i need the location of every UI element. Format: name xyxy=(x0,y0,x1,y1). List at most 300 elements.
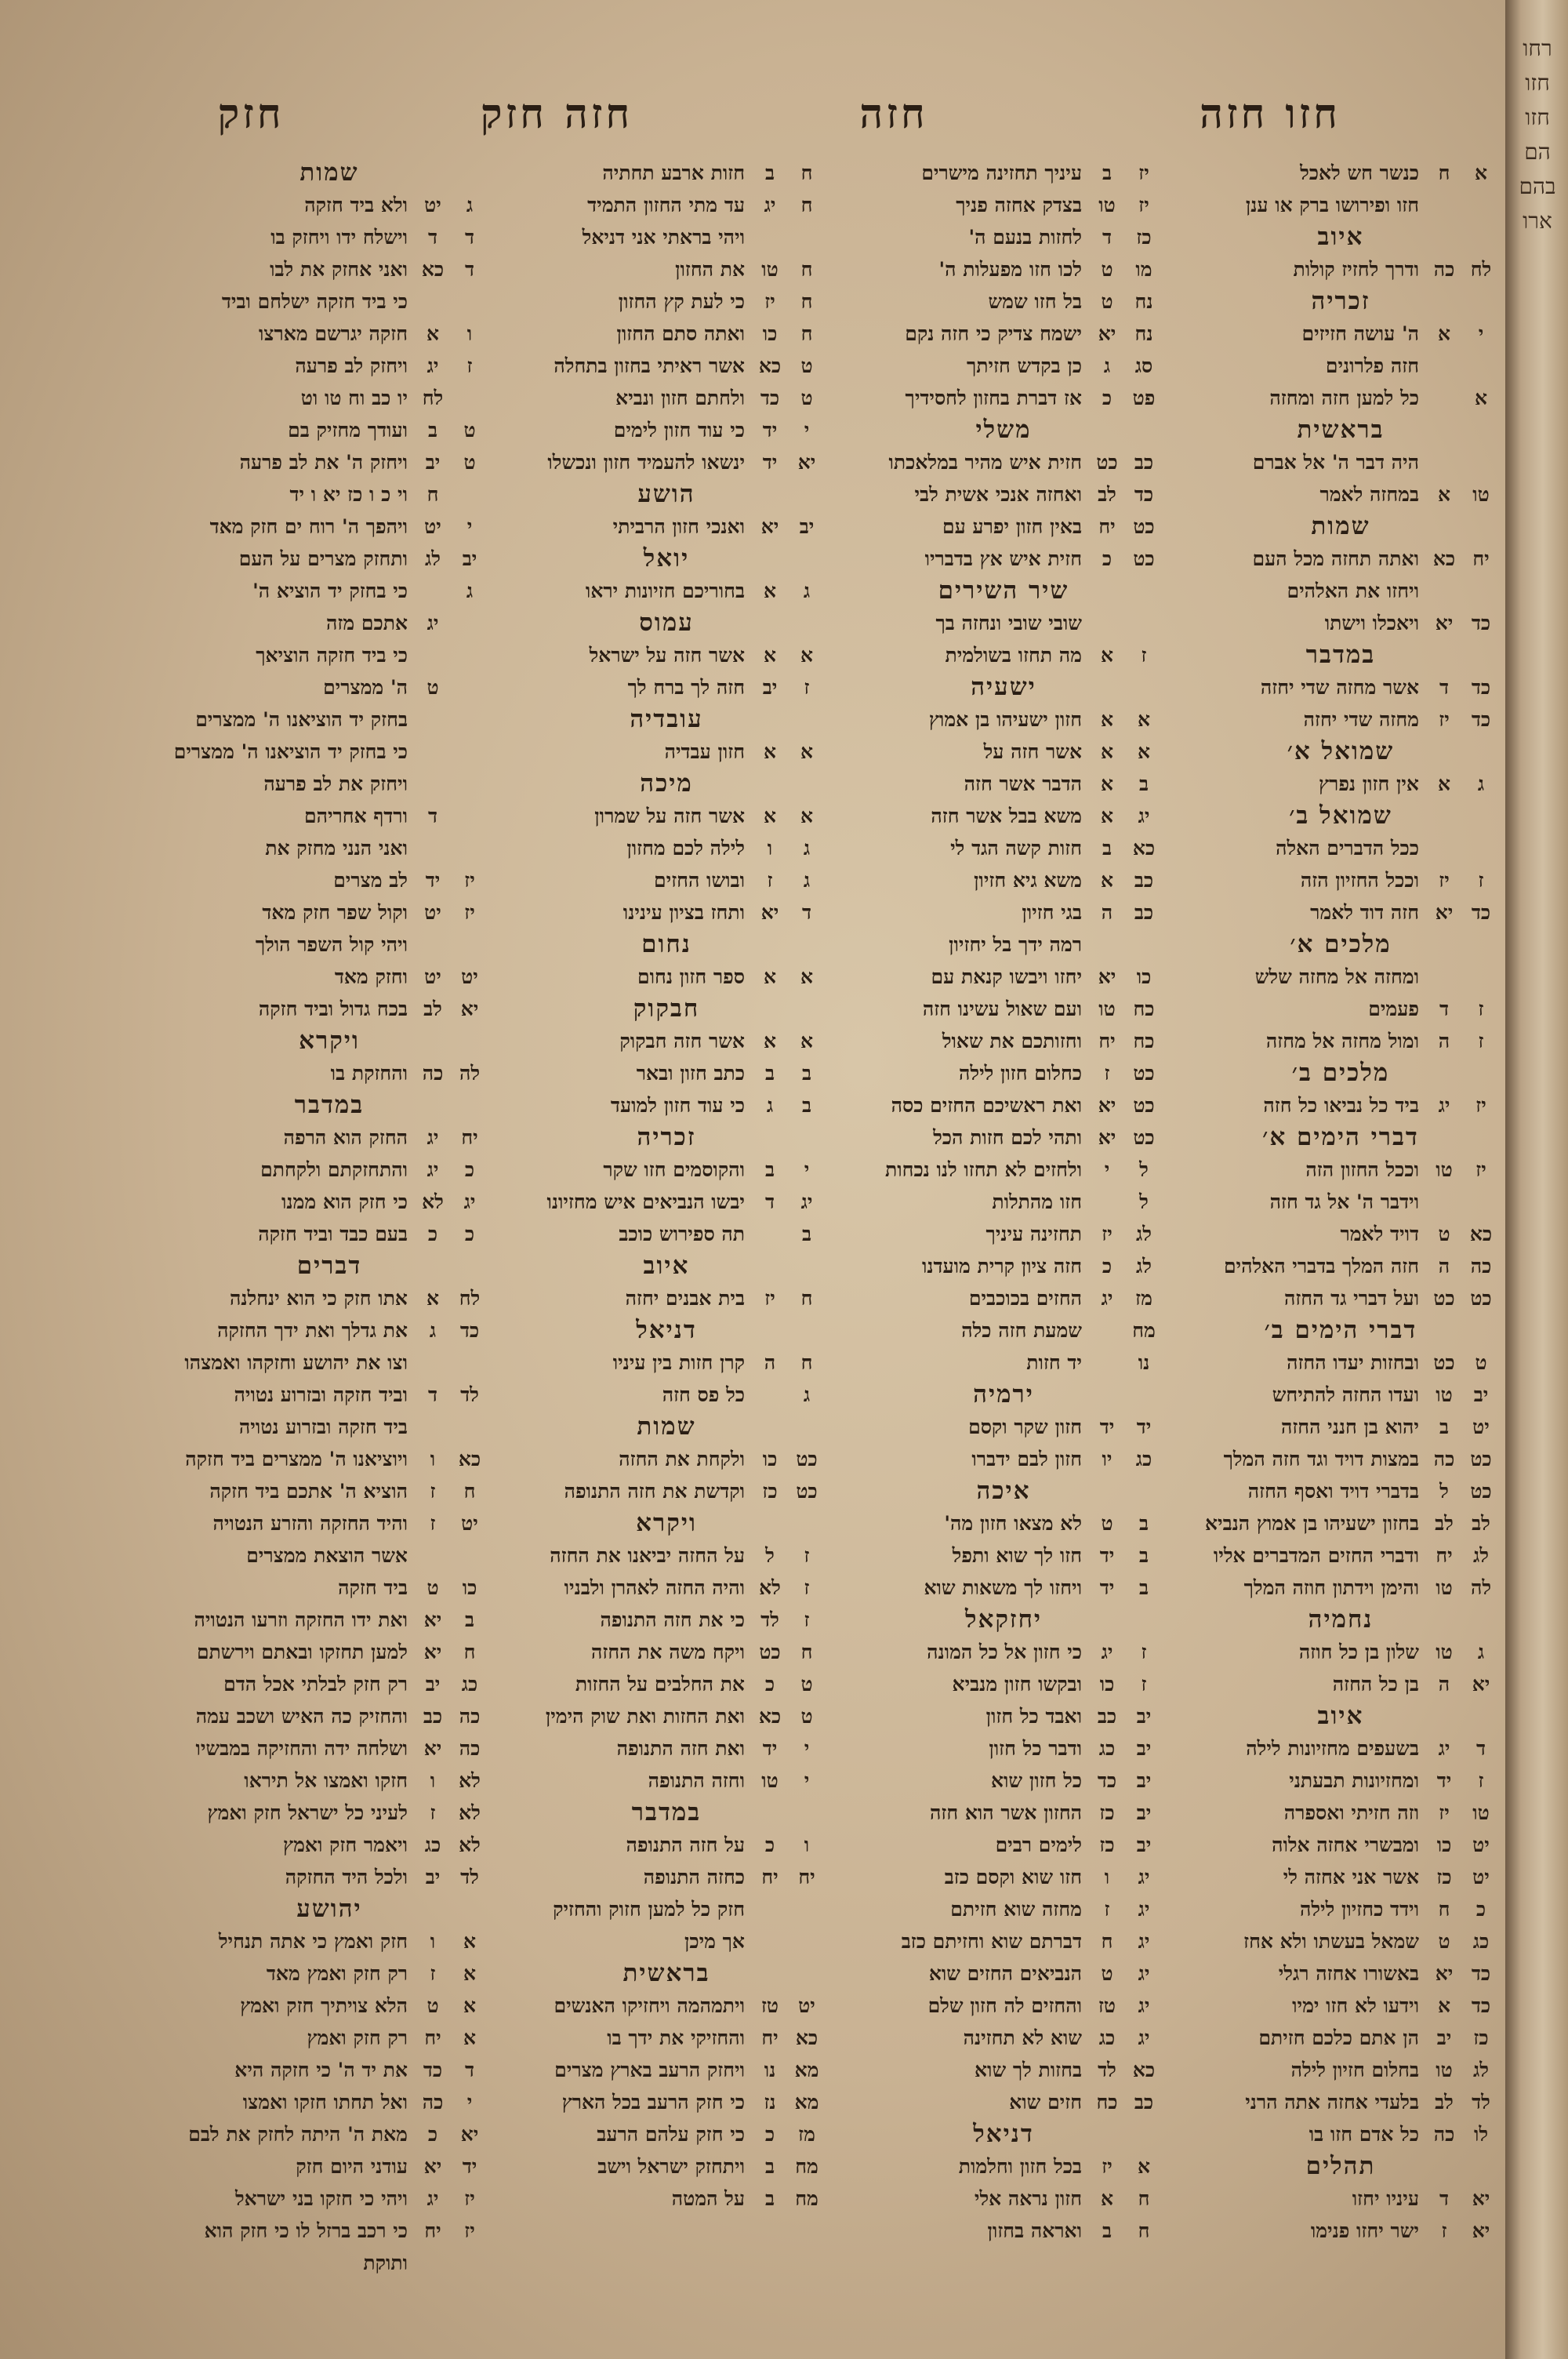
concordance-entry xyxy=(847,1507,1160,1539)
entry-text: ויחזו את האלהים xyxy=(1287,580,1419,602)
verse-number: ד xyxy=(1439,676,1450,699)
concordance-entry xyxy=(847,2183,1160,2215)
chapter-number: ד xyxy=(1475,1737,1486,1760)
concordance-entry xyxy=(510,1347,823,1379)
concordance-entry xyxy=(172,1379,486,1411)
verse-number: יג xyxy=(426,612,439,634)
concordance-entry xyxy=(172,2118,486,2150)
verse-number: טו xyxy=(1436,1576,1453,1599)
book-heading: ויקרא xyxy=(636,1509,697,1537)
chapter-number: ד xyxy=(801,901,812,924)
verse-number: יג xyxy=(764,194,776,216)
entry-text: ואת ידו החזקה וזרעו הנטויה xyxy=(194,1608,408,1631)
chapter-number: כה xyxy=(459,1737,481,1760)
chapter-number: ג xyxy=(1477,1641,1485,1663)
concordance-entry xyxy=(172,1668,486,1700)
concordance-entry xyxy=(172,1121,486,1154)
entry-text: רמה ידך בל יחזיון xyxy=(949,933,1082,956)
verse-number: ה xyxy=(1438,1255,1450,1278)
concordance-entry xyxy=(847,2086,1160,2118)
concordance-entry xyxy=(1184,1893,1497,1925)
verse-number: ב xyxy=(764,1158,775,1181)
chapter-number: כד xyxy=(1471,708,1491,731)
entry-text: ועודך מחזיק בם xyxy=(288,419,408,442)
verse-number: יז xyxy=(1102,2155,1112,2178)
chapter-number: כח xyxy=(1133,998,1155,1020)
concordance-entry xyxy=(847,1990,1160,2022)
concordance-entry xyxy=(847,446,1160,478)
concordance-entry xyxy=(510,1990,823,2022)
chapter-number: יב xyxy=(1136,1737,1152,1760)
concordance-entry xyxy=(510,1829,823,1861)
entry-text: שמעת חזה כלה xyxy=(961,1319,1082,1342)
verse-number: כא xyxy=(1432,547,1456,570)
chapter-number: לד xyxy=(460,1866,479,1888)
entry-text: עיניו יחזו xyxy=(1352,2187,1419,2210)
concordance-entry xyxy=(847,1668,1160,1700)
verse-number: יא xyxy=(760,515,779,538)
verse-number: כ xyxy=(427,1223,438,1245)
verse-number: ד xyxy=(427,1383,438,1406)
chapter-number: ג xyxy=(803,837,811,860)
concordance-entry xyxy=(510,1186,823,1218)
entry-text: רק חזק ואמץ מאד xyxy=(266,1962,408,1985)
chapter-number: לד xyxy=(460,1383,479,1406)
chapter-number: ח xyxy=(800,322,813,345)
verse-number: ח xyxy=(1101,1930,1113,1953)
concordance-entry xyxy=(172,896,486,929)
verse-number: א xyxy=(1100,772,1114,795)
entry-text: חזק כל למען חזוק והחזיק xyxy=(553,1898,745,1921)
book-heading: משלי xyxy=(975,416,1032,444)
chapter-number: מח xyxy=(1132,1319,1156,1342)
chapter-number: א xyxy=(800,805,814,827)
entry-text: חזות קשה הגד לי xyxy=(950,837,1082,860)
verse-number: טו xyxy=(1436,1641,1453,1663)
verse-number: ד xyxy=(1439,2187,1450,2210)
verse-number: יט xyxy=(424,515,441,538)
concordance-entry xyxy=(847,157,1160,189)
verse-number: יו xyxy=(1102,1448,1112,1470)
chapter-number: ח xyxy=(800,162,813,184)
verse-number: לא xyxy=(422,1190,444,1213)
entry-text: וחזק מאד xyxy=(334,965,408,988)
entry-text: חזון ישעיהו בן אמוץ xyxy=(928,708,1082,731)
verse-number: כד xyxy=(760,387,780,409)
concordance-entry xyxy=(172,768,486,800)
chapter-number: כט xyxy=(1133,515,1155,538)
verse-number: יח xyxy=(1098,1030,1116,1052)
concordance-entry xyxy=(172,639,486,671)
entry-text: ביד כל נביאו כל חזה xyxy=(1263,1094,1419,1117)
chapter-number: מח xyxy=(795,2155,818,2178)
verse-number: יג xyxy=(426,2187,439,2210)
verse-number: כז xyxy=(1436,1866,1452,1888)
verse-number: כז xyxy=(1099,1834,1115,1856)
concordance-entry xyxy=(1184,543,1497,575)
concordance-entry xyxy=(172,1057,486,1089)
book-heading: ויקרא xyxy=(299,1027,360,1055)
entry-text: תה ספירוש כוכב xyxy=(619,1223,745,1245)
entry-text: אין חזון נפרץ xyxy=(1319,772,1419,795)
concordance-entry xyxy=(510,1572,823,1604)
chapter-number: יג xyxy=(1138,1930,1150,1953)
entry-text: חזה ציון קרית מועדנו xyxy=(921,1255,1082,1278)
chapter-number: א xyxy=(800,965,814,988)
entry-text: ואת ראשיכם החזים כסה xyxy=(891,1094,1082,1117)
chapter-number: יא xyxy=(1472,2219,1490,2242)
concordance-entry xyxy=(172,1797,486,1829)
concordance-entry xyxy=(172,285,486,318)
entry-text: בגי חזיון xyxy=(1022,901,1082,924)
concordance-entry xyxy=(847,478,1160,511)
chapter-number: ב xyxy=(1138,1544,1149,1567)
verse-number: א xyxy=(1100,869,1114,892)
concordance-entry xyxy=(847,1925,1160,1957)
chapter-number: א xyxy=(463,1962,477,1985)
concordance-entry xyxy=(1184,478,1497,511)
entry-text: כחלום חזון לילה xyxy=(959,1062,1082,1085)
verse-number: ז xyxy=(1104,1898,1110,1921)
chapter-number: יז xyxy=(1138,162,1149,184)
verse-number: א xyxy=(1437,772,1451,795)
entry-text: תחזינה עיניך xyxy=(985,1223,1082,1245)
chapter-number: א xyxy=(1137,708,1151,731)
verse-number: כ xyxy=(427,2123,438,2146)
chapter-number: לה xyxy=(459,1062,481,1085)
chapter-number: כט xyxy=(1133,547,1155,570)
concordance-entry xyxy=(1184,1089,1497,1121)
concordance-entry xyxy=(847,1765,1160,1797)
chapter-number: יא xyxy=(1472,1673,1490,1696)
verse-number: טו xyxy=(1098,194,1116,216)
verse-number: יא xyxy=(1098,322,1116,345)
chapter-number: כה xyxy=(459,1705,481,1728)
concordance-entry xyxy=(172,2022,486,2054)
concordance-entry xyxy=(172,1314,486,1347)
book-heading: זכריה xyxy=(1311,287,1370,315)
concordance-entry xyxy=(847,929,1160,961)
concordance-entry xyxy=(510,575,823,607)
concordance-entry xyxy=(172,1925,486,1957)
verse-number: יג xyxy=(426,1158,439,1181)
entry-text: ויהי כי חזקו בני ישראל xyxy=(234,2187,408,2210)
book-heading: יהושע xyxy=(296,1895,362,1923)
entry-text: ינשאו להעמיד חזון ונכשלו xyxy=(547,451,745,474)
book-heading: דברי הימים א׳ xyxy=(1262,1123,1419,1151)
concordance-entry xyxy=(1184,1765,1497,1797)
entry-text: וחזותכם את שאול xyxy=(942,1030,1082,1052)
entry-text: מחזה שדי יחזה xyxy=(1303,708,1419,731)
entry-text: ובקשו חזון מנביא xyxy=(952,1673,1082,1696)
verse-number: יב xyxy=(762,676,778,699)
concordance-entry xyxy=(1184,1475,1497,1507)
chapter-number: יח xyxy=(1472,547,1490,570)
entry-text: אתכם מזה xyxy=(326,612,408,634)
verse-number: ט xyxy=(426,676,439,699)
concordance-entry xyxy=(172,1507,486,1539)
verse-number: כט xyxy=(1433,1351,1455,1374)
entry-text: כי חזק עלהם הרעב xyxy=(597,2123,745,2146)
concordance-entry xyxy=(510,414,823,446)
entry-text: וביד חזקה ובזרוע נטויה xyxy=(234,1383,408,1406)
concordance-entry xyxy=(1184,1990,1497,2022)
verse-number: ט xyxy=(1438,1930,1450,1953)
concordance-entry xyxy=(510,961,823,993)
verse-number: יז xyxy=(1102,1223,1112,1245)
chapter-number: ג xyxy=(803,869,811,892)
concordance-entry xyxy=(172,382,486,414)
concordance-entry xyxy=(172,511,486,543)
book-heading: מלכים ב׳ xyxy=(1291,1059,1390,1087)
chapter-number: יד xyxy=(1136,1416,1152,1438)
concordance-entry xyxy=(847,1314,1160,1347)
chapter-number: מו xyxy=(1135,258,1152,281)
concordance-entry xyxy=(172,2054,486,2086)
concordance-entry xyxy=(510,511,823,543)
entry-text: את יד ה' כי חזקה היא xyxy=(234,2059,408,2081)
chapter-number: כב xyxy=(1134,2091,1154,2114)
entry-text: דויד לאמר xyxy=(1340,1223,1419,1245)
verse-number: לג xyxy=(425,547,441,570)
verse-number: טו xyxy=(1098,998,1116,1020)
entry-text: ה' ממצרים xyxy=(323,676,408,699)
spine-fragment: חזו xyxy=(1525,104,1550,130)
chapter-number: כד xyxy=(459,1319,480,1342)
entry-text: ומחזיונות תבעתני xyxy=(1289,1769,1419,1792)
concordance-entry xyxy=(172,832,486,864)
verse-number: א xyxy=(763,644,777,667)
chapter-number: יא xyxy=(1472,2187,1490,2210)
chapter-number: ב xyxy=(464,1608,475,1631)
entry-text: אשר חזה על xyxy=(983,740,1082,763)
verse-number: כג xyxy=(1098,1737,1116,1760)
chapter-number: כט xyxy=(1470,1448,1492,1470)
chapter-number: כט xyxy=(796,1480,818,1503)
chapter-number: יח xyxy=(798,1866,815,1888)
concordance-entry xyxy=(1184,1347,1497,1379)
chapter-number: כא xyxy=(1132,837,1156,860)
verse-number: ו xyxy=(767,837,773,860)
verse-number: כט xyxy=(1096,451,1118,474)
concordance-entry xyxy=(172,1475,486,1507)
chapter-number: מז xyxy=(798,2123,815,2146)
entry-text: ודרך לחזיז קולות xyxy=(1293,258,1419,281)
concordance-entry xyxy=(172,929,486,961)
entry-text: חזות ארבע תחתיה xyxy=(602,162,745,184)
entry-text: ככל הדברים האלה xyxy=(1276,837,1419,860)
spine-fragment: בהם xyxy=(1519,173,1556,199)
concordance-entry xyxy=(847,1636,1160,1668)
chapter-number: כא xyxy=(795,2026,818,2049)
concordance-entry xyxy=(172,318,486,350)
entry-text: קרן חזות בין עיניו xyxy=(612,1351,745,1374)
chapter-number: לג xyxy=(1473,2059,1489,2081)
verse-number: יג xyxy=(1101,1641,1113,1663)
verse-number: א xyxy=(763,805,777,827)
entry-text: לימים רבים xyxy=(995,1834,1082,1856)
verse-number: ח xyxy=(1438,1898,1450,1921)
verse-number: כה xyxy=(422,2091,444,2114)
chapter-number: י xyxy=(466,2091,473,2114)
chapter-number: ב xyxy=(1138,1512,1149,1535)
verse-number: א xyxy=(763,740,777,763)
entry-text: יבשו הנביאים איש מחזיונו xyxy=(546,1190,745,1213)
verse-number: ל xyxy=(1439,1480,1449,1503)
entry-text: ותוקת xyxy=(363,2252,408,2274)
verse-number: יח xyxy=(1098,515,1116,538)
entry-text: לכו חזו מפעלות ה' xyxy=(938,258,1082,281)
concordance-entry xyxy=(1184,703,1497,736)
verse-number: נז xyxy=(764,2091,776,2114)
header-right: חזו חזה xyxy=(1200,90,1341,138)
concordance-entry xyxy=(1184,1186,1497,1218)
verse-number: טז xyxy=(760,1994,779,2017)
concordance-entry xyxy=(172,1347,486,1379)
entry-text: אשר חזה על ישראל xyxy=(589,644,745,667)
concordance-entry xyxy=(847,1282,1160,1314)
concordance-entry xyxy=(510,639,823,671)
entry-text: כי בחזק יד הוציאנו ה' ממצרים xyxy=(173,740,408,763)
entry-text: הוציא ה' אתכם ביד חזקה xyxy=(209,1480,408,1503)
entry-text: אשר אני אחזה לי xyxy=(1283,1866,1419,1888)
chapter-number: יז xyxy=(464,869,475,892)
entry-text: כל פס חזה xyxy=(662,1383,745,1406)
chapter-number: ב xyxy=(801,1062,812,1085)
chapter-number: ח xyxy=(800,258,813,281)
entry-text: את גדלך ואת ידך החזקה xyxy=(217,1319,408,1342)
concordance-entry xyxy=(172,1282,486,1314)
concordance-entry xyxy=(847,1057,1160,1089)
entry-text: מאת ה' היתה לחזק את לבם xyxy=(188,2123,408,2146)
entry-text: ובושו החזים xyxy=(654,869,745,892)
entry-text: ויחזק הרעב בארץ מצרים xyxy=(554,2059,745,2081)
concordance-entry xyxy=(510,1765,823,1797)
concordance-entry xyxy=(172,703,486,736)
entry-text: וקול שפר חזק מאד xyxy=(262,901,408,924)
column-3 xyxy=(510,157,823,2243)
chapter-number: ח xyxy=(463,1641,476,1663)
concordance-entry xyxy=(172,414,486,446)
verse-number: לד xyxy=(760,1608,779,1631)
entry-text: משא גיא חזיון xyxy=(974,869,1082,892)
entry-text: עד מתי החזון התמיד xyxy=(587,194,745,216)
verse-number: ב xyxy=(764,2155,775,2178)
concordance-entry xyxy=(847,768,1160,800)
concordance-entry xyxy=(847,1861,1160,1893)
concordance-entry xyxy=(1184,1829,1497,1861)
chapter-number: יט xyxy=(1472,1416,1490,1438)
concordance-entry xyxy=(510,1025,823,1057)
entry-text: כי עוד חזון למועד xyxy=(610,1094,745,1117)
verse-number: יז xyxy=(1439,1801,1450,1824)
entry-text: כי חזון אל כל המונה xyxy=(927,1641,1082,1663)
concordance-entry xyxy=(847,832,1160,864)
entry-text: שמאל בעשתו ולא אחז xyxy=(1243,1930,1419,1953)
concordance-entry xyxy=(510,157,823,189)
concordance-entry xyxy=(172,671,486,703)
entry-text: בחוריכם חזיונות יראו xyxy=(585,580,745,602)
book-heading: איוב xyxy=(643,1252,690,1280)
chapter-number: ז xyxy=(1478,869,1484,892)
verse-number: ב xyxy=(1439,1416,1450,1438)
chapter-number: א xyxy=(800,740,814,763)
entry-text: שלון בן כל חוזה xyxy=(1298,1641,1419,1663)
book-heading: איוב xyxy=(1317,223,1364,251)
entry-text: ואנכי חזון הרביתי xyxy=(612,515,745,538)
entry-text: יו כב וח טו וט xyxy=(300,387,408,409)
concordance-entry xyxy=(847,1121,1160,1154)
verse-number: יא xyxy=(1098,1126,1116,1149)
chapter-number: לה xyxy=(1470,1576,1492,1599)
entry-text: בית אבנים יחזה xyxy=(625,1287,745,1310)
entry-text: באין חזון יפרע עם xyxy=(942,515,1082,538)
chapter-number: ז xyxy=(804,1544,810,1567)
verse-number: יט xyxy=(424,965,441,988)
verse-number: ז xyxy=(430,1801,436,1824)
entry-text: על המטה xyxy=(671,2187,745,2210)
verse-number: ז xyxy=(767,869,773,892)
entry-text: בכח גדול וביד חזקה xyxy=(258,998,408,1020)
verse-number: כה xyxy=(422,1062,444,1085)
verse-number: יד xyxy=(762,1737,778,1760)
concordance-entry xyxy=(847,2215,1160,2247)
verse-number: יד xyxy=(1099,1544,1115,1567)
entry-text: פעמים xyxy=(1368,998,1419,1020)
chapter-number: כג xyxy=(461,1673,478,1696)
concordance-entry xyxy=(510,1089,823,1121)
book-heading: איכה xyxy=(976,1477,1031,1505)
entry-text: ורדף אחריהם xyxy=(303,805,408,827)
entry-text: ולא ביד חזקה xyxy=(304,194,408,216)
chapter-number: כב xyxy=(1134,901,1154,924)
concordance-entry xyxy=(847,1732,1160,1765)
chapter-number: לג xyxy=(1136,1255,1152,1278)
book-heading: מלכים א׳ xyxy=(1290,930,1392,958)
concordance-entry xyxy=(847,253,1160,285)
chapter-number: כז xyxy=(1473,2026,1489,2049)
entry-text: ויהי בראתי אני דניאל xyxy=(582,226,745,249)
verse-number: ב xyxy=(764,1062,775,1085)
chapter-number: יד xyxy=(462,2155,477,2178)
verse-number: יח xyxy=(761,2026,779,2049)
concordance-entry xyxy=(1184,1282,1497,1314)
entry-text: חזים שוא xyxy=(1009,2091,1082,2114)
book-heading: עמוס xyxy=(639,609,694,637)
entry-text: חזו ופירושו ברק או ענן xyxy=(1245,194,1419,216)
verse-number: א xyxy=(1100,708,1114,731)
chapter-number: ז xyxy=(1478,1769,1484,1792)
entry-text: וחזה התנופה xyxy=(648,1769,745,1792)
entry-text: וידד כחזיון לילה xyxy=(1299,1898,1419,1921)
verse-number: כא xyxy=(758,1705,782,1728)
verse-number: יד xyxy=(1099,1416,1115,1438)
concordance-entry xyxy=(847,864,1160,896)
verse-number: ב xyxy=(764,2187,775,2210)
concordance-entry xyxy=(510,350,823,382)
entry-text: בן כל החזה xyxy=(1332,1673,1419,1696)
book-heading: במדבר xyxy=(1305,641,1376,669)
chapter-number: יב xyxy=(1136,1834,1152,1856)
chapter-number: י xyxy=(1478,322,1484,345)
concordance-entry xyxy=(1184,1154,1497,1186)
entry-text: בחזות לך שוא xyxy=(975,2059,1082,2081)
concordance-entry xyxy=(172,1604,486,1636)
verse-number: ט xyxy=(1101,1512,1113,1535)
book-heading: ישעיה xyxy=(971,673,1036,701)
verse-number: כו xyxy=(762,322,778,345)
chapter-number: ג xyxy=(803,1383,811,1406)
